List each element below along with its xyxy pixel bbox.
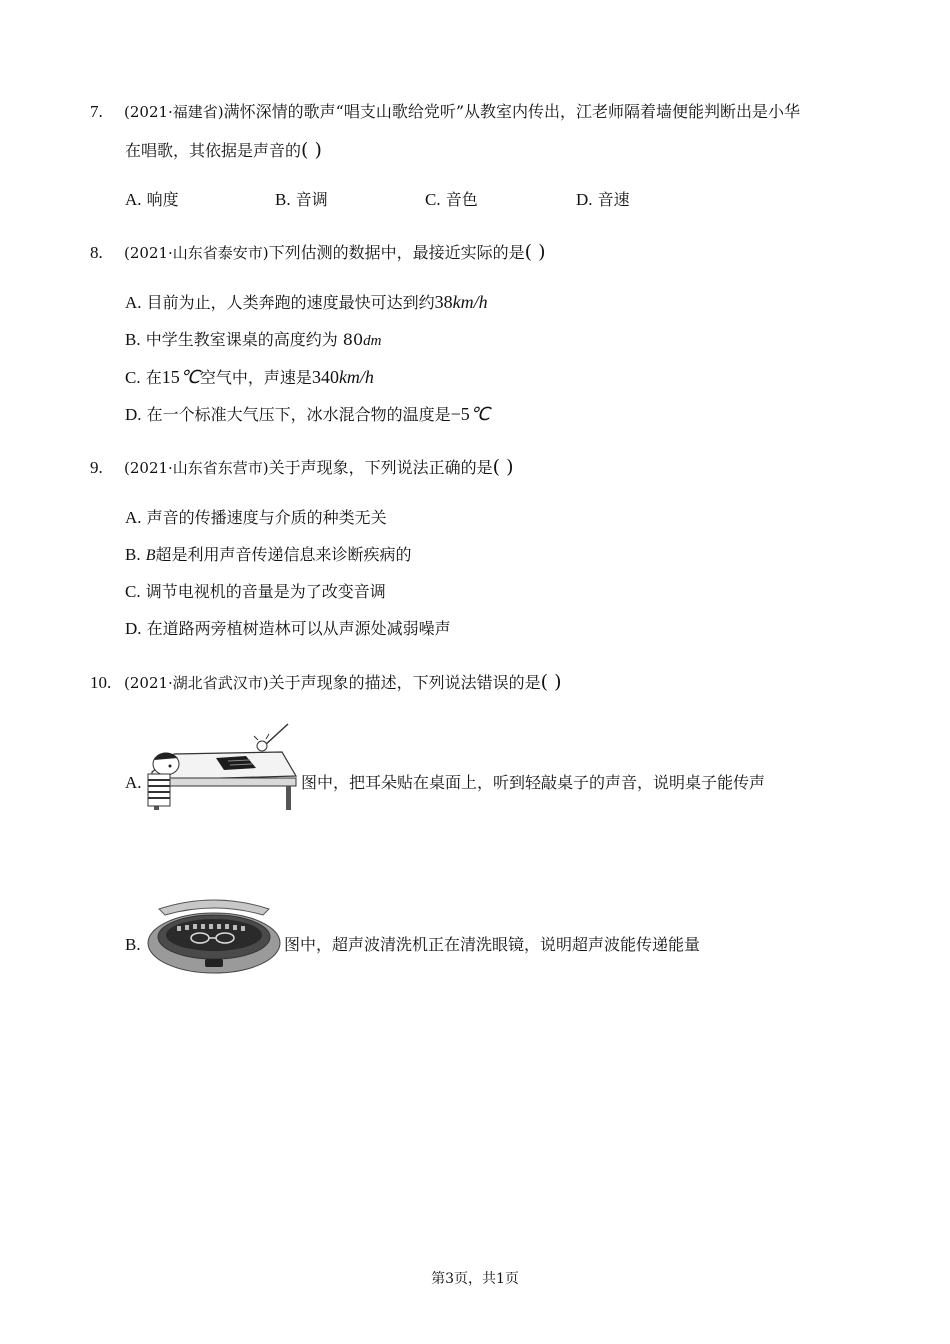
page-footer: 第3页，共1页	[431, 1271, 519, 1287]
option-c: C. 在15℃空气中，声速是340km/h	[125, 367, 374, 387]
option-b: B. B超是利用声音传递信息来诊断疾病的	[125, 545, 412, 564]
question-stem: 关于声现象，下列说法正确的是	[268, 458, 493, 477]
question-stem: 满怀深情的歌声“唱支山歌给党听”从教室内传出，江老师隔着墙便能判断出是小华	[223, 102, 801, 121]
question-stem: 下列估测的数据中，最接近实际的是	[268, 243, 525, 262]
question-source: (2021·山东省东营市)	[124, 459, 269, 477]
question-number: 8.	[90, 243, 103, 262]
question-stem-line2: 在唱歌，其依据是声音的	[125, 141, 302, 160]
question-stem: 关于声现象的描述，下列说法错误的是	[268, 673, 541, 692]
option-d: D. 在道路两旁植树造林可以从声源处减弱噪声	[125, 619, 451, 638]
question-number: 10.	[90, 673, 112, 692]
desk-ear-drawing	[146, 720, 300, 812]
ultrasonic-cleaner-drawing	[145, 893, 283, 977]
option-d: D. 音速	[576, 190, 630, 209]
option-b: B. 音调	[275, 190, 328, 209]
option-c: C. 音色	[425, 190, 478, 209]
answer-paren: ( )	[524, 241, 546, 263]
ultrasonic-cleaner-illustration	[145, 893, 283, 977]
option-b-text: 图中，超声波清洗机正在清洗眼镜，说明超声波能传递能量	[284, 935, 701, 954]
question-9	[90, 456, 514, 479]
option-a: A. 响度	[125, 190, 179, 209]
answer-paren: ( )	[301, 139, 322, 161]
question-7-stem-continued	[125, 139, 322, 162]
question-source: (2021·湖北省武汉市)	[124, 674, 269, 692]
question-number: 7.	[90, 102, 103, 121]
option-label-b: B.	[125, 935, 141, 954]
question-number: 9.	[90, 458, 103, 477]
option-a-text: 图中，把耳朵贴在桌面上，听到轻敲桌子的声音，说明桌子能传声	[301, 773, 766, 792]
answer-paren: ( )	[540, 671, 562, 693]
option-c: C. 调节电视机的音量是为了改变音调	[125, 582, 386, 601]
question-8	[90, 241, 546, 264]
option-a: A. 目前为止，人类奔跑的速度最快可达到约38km/h	[125, 292, 488, 312]
option-label-a: A.	[125, 773, 142, 792]
question-source: (2021·山东省泰安市)	[124, 244, 269, 262]
option-a: A. 声音的传播速度与介质的种类无关	[125, 508, 387, 527]
option-d: D. 在一个标准大气压下，冰水混合物的温度是−5℃	[125, 404, 491, 424]
option-b: B. 中学生教室课桌的高度约为 80dm	[125, 330, 382, 349]
question-7	[90, 101, 800, 123]
question-10	[90, 671, 562, 694]
answer-paren: ( )	[492, 456, 514, 478]
question-source: (2021·福建省)	[124, 103, 224, 121]
desk-ear-illustration	[146, 720, 300, 812]
